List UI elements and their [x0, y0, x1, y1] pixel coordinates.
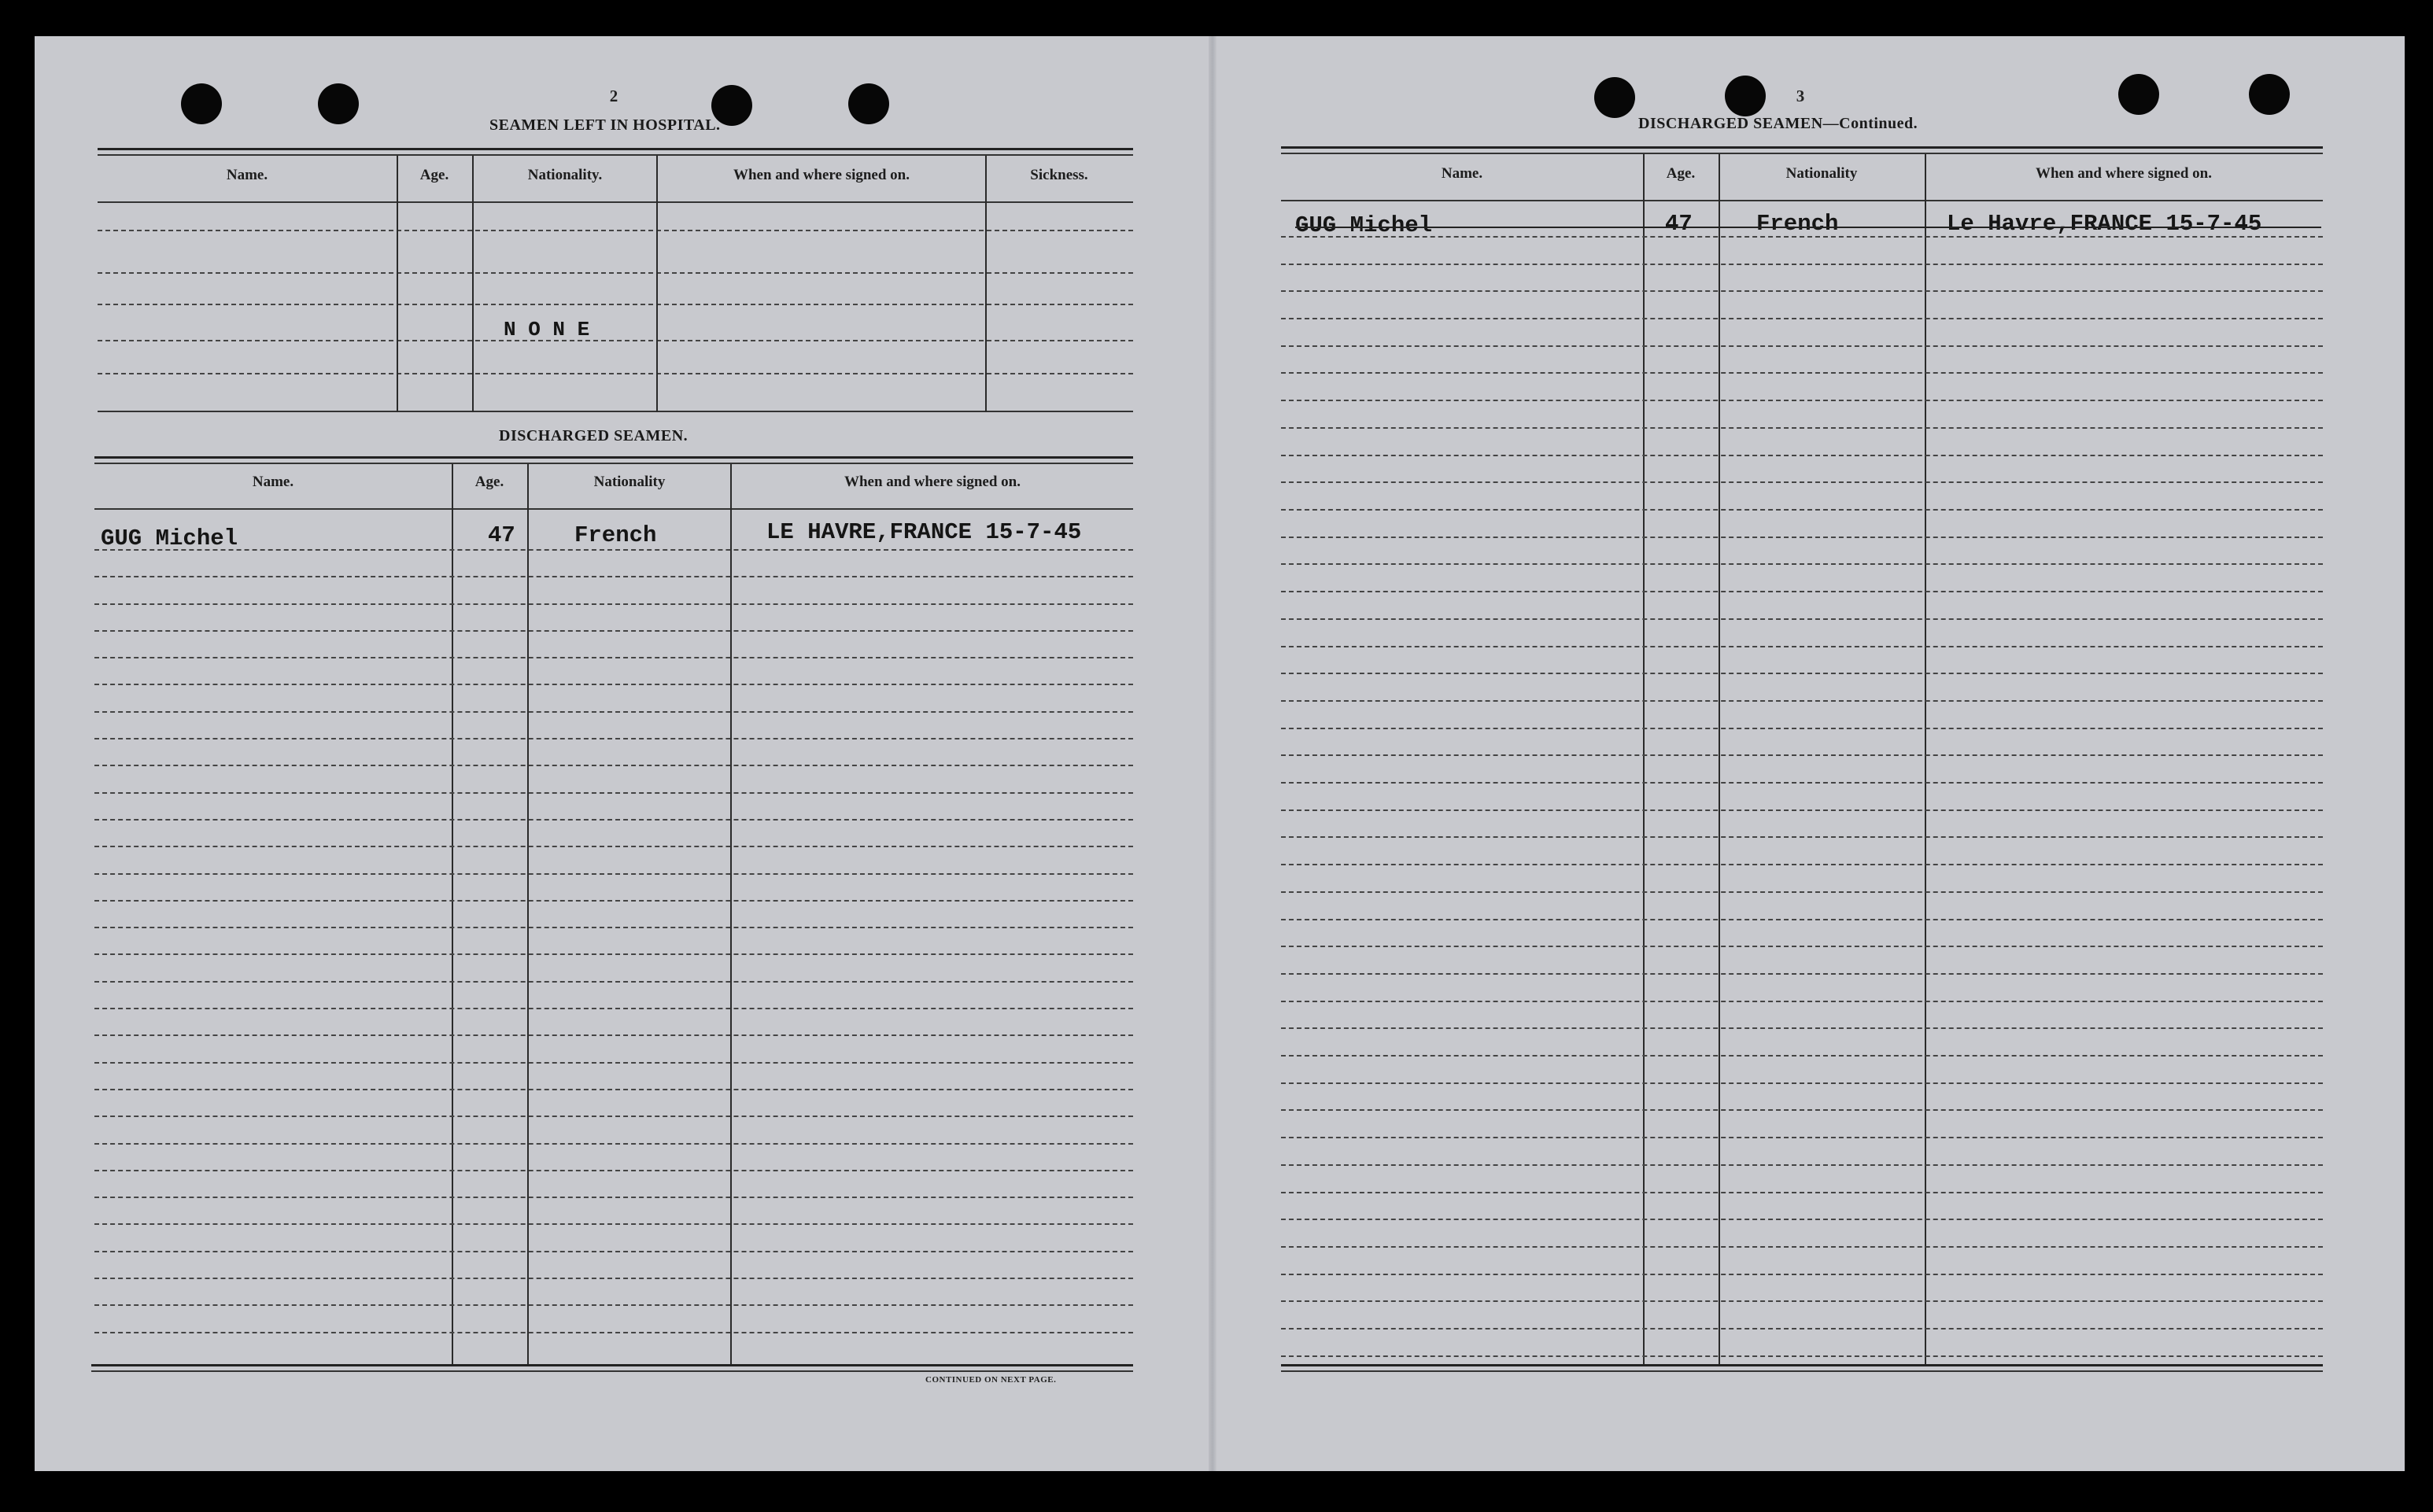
section-title-discharged-continued: DISCHARGED SEAMEN—Continued. — [1638, 115, 1918, 132]
column-rule — [527, 464, 529, 1364]
row-rule — [98, 411, 1133, 412]
row-rule — [1281, 646, 2323, 647]
table-top-rule — [1281, 146, 2323, 149]
row-rule — [1281, 563, 2323, 565]
row-name: GUG Michel — [1295, 212, 1433, 238]
row-rule — [94, 576, 1133, 577]
row-rule — [1281, 537, 2323, 538]
row-rule — [94, 549, 1133, 551]
header-rule — [1281, 200, 2323, 201]
punch-hole — [181, 83, 222, 124]
section-title-discharged: DISCHARGED SEAMEN. — [499, 427, 689, 444]
table-top-rule — [94, 463, 1133, 464]
row-rule — [94, 630, 1133, 632]
row-rule — [1281, 809, 2323, 811]
row-rule — [1281, 455, 2323, 456]
row-rule — [1281, 700, 2323, 702]
continued-note: CONTINUED ON NEXT PAGE. — [925, 1375, 1057, 1385]
row-rule — [98, 230, 1133, 231]
row-rule — [94, 711, 1133, 713]
col-header-signed-on: When and where signed on. — [2035, 165, 2212, 182]
row-rule — [1281, 754, 2323, 756]
row-rule — [94, 1223, 1133, 1225]
punch-hole — [318, 83, 359, 124]
row-rule — [1281, 290, 2323, 292]
row-rule — [94, 603, 1133, 605]
column-rule — [397, 156, 398, 412]
row-rule — [94, 1143, 1133, 1145]
row-rule — [98, 340, 1133, 341]
row-rule — [1281, 1246, 2323, 1248]
row-rule — [1281, 1055, 2323, 1057]
col-header-nationality: Nationality — [593, 474, 666, 490]
punch-hole — [848, 83, 889, 124]
row-rule — [1281, 427, 2323, 429]
row-rule — [94, 1304, 1133, 1306]
col-header-nationality: Nationality. — [527, 167, 603, 183]
page-number: 2 — [609, 87, 618, 105]
row-rule — [1281, 1274, 2323, 1275]
row-rule — [98, 304, 1133, 305]
row-rule — [94, 1034, 1133, 1036]
row-signed-on: LE HAVRE,FRANCE 15-7-45 — [766, 519, 1082, 545]
row-rule — [94, 738, 1133, 739]
hospital-entry-none: N O N E — [504, 318, 590, 341]
row-rule — [1281, 782, 2323, 784]
row-rule — [94, 792, 1133, 794]
row-rule — [1281, 1355, 2323, 1357]
col-header-name: Name. — [226, 167, 268, 183]
header-rule — [94, 508, 1133, 510]
row-rule — [1281, 864, 2323, 865]
row-rule — [1281, 973, 2323, 975]
row-rule — [94, 1332, 1133, 1333]
row-name: GUG Michel — [101, 526, 238, 551]
row-rule — [1281, 919, 2323, 920]
header-rule — [98, 201, 1133, 203]
row-rule — [1281, 1219, 2323, 1220]
document-sheet — [35, 36, 2405, 1471]
column-rule — [1643, 154, 1645, 1366]
row-rule — [94, 1170, 1133, 1171]
table-top-rule — [94, 456, 1133, 459]
row-rule — [1281, 345, 2323, 347]
row-rule — [1281, 728, 2323, 729]
row-rule — [1281, 318, 2323, 319]
row-nationality: French — [1756, 211, 1839, 237]
table-top-rule — [1281, 153, 2323, 154]
row-rule — [1281, 1137, 2323, 1138]
column-rule — [452, 464, 453, 1364]
punch-hole — [1594, 77, 1635, 118]
row-rule — [1281, 1082, 2323, 1084]
punch-hole — [2118, 74, 2159, 115]
row-rule — [94, 873, 1133, 875]
row-rule — [94, 684, 1133, 685]
row-rule — [94, 1278, 1133, 1279]
row-rule — [1281, 836, 2323, 838]
table-top-rule — [98, 154, 1133, 156]
row-rule — [94, 1116, 1133, 1117]
row-nationality: French — [574, 522, 657, 548]
col-header-age: Age. — [419, 167, 449, 183]
row-rule — [1281, 400, 2323, 401]
row-rule — [94, 846, 1133, 847]
row-rule — [1281, 1001, 2323, 1002]
row-rule — [98, 272, 1133, 274]
strike-through-line — [1295, 227, 2321, 228]
table-bottom-rule — [1281, 1364, 2323, 1366]
row-rule — [1281, 1328, 2323, 1329]
row-signed-on: Le Havre,FRANCE 15-7-45 — [1947, 211, 2262, 237]
row-age: 47 — [1665, 211, 1693, 237]
column-rule — [730, 464, 732, 1364]
col-header-nationality: Nationality — [1785, 165, 1858, 182]
row-rule — [1281, 1164, 2323, 1166]
punch-hole — [2249, 74, 2290, 115]
row-rule — [1281, 1027, 2323, 1029]
page-number: 3 — [1796, 87, 1805, 105]
row-rule — [1281, 481, 2323, 483]
row-rule — [94, 657, 1133, 658]
col-header-name: Name. — [252, 474, 294, 490]
col-header-sickness: Sickness. — [1030, 167, 1088, 183]
row-rule — [1281, 1192, 2323, 1193]
section-title-hospital: SEAMEN LEFT IN HOSPITAL. — [489, 116, 721, 134]
column-rule — [1925, 154, 1926, 1366]
row-rule — [94, 1089, 1133, 1090]
row-rule — [94, 927, 1133, 928]
row-rule — [94, 1062, 1133, 1064]
row-rule — [1281, 618, 2323, 620]
row-rule — [94, 1251, 1133, 1252]
row-rule — [94, 819, 1133, 821]
col-header-signed-on: When and where signed on. — [733, 167, 910, 183]
row-rule — [1281, 1300, 2323, 1302]
row-rule — [94, 900, 1133, 902]
punch-hole — [1725, 76, 1766, 116]
row-rule — [94, 1197, 1133, 1198]
col-header-name: Name. — [1441, 165, 1483, 182]
row-rule — [1281, 591, 2323, 592]
table-bottom-rule — [91, 1364, 1133, 1366]
row-rule — [94, 981, 1133, 983]
row-rule — [1281, 891, 2323, 893]
table-bottom-rule — [1281, 1370, 2323, 1372]
row-rule — [94, 1008, 1133, 1009]
row-rule — [1281, 946, 2323, 947]
row-rule — [1281, 1109, 2323, 1111]
row-rule — [94, 953, 1133, 955]
row-rule — [1281, 264, 2323, 265]
row-rule — [98, 373, 1133, 374]
column-rule — [985, 156, 987, 412]
row-rule — [1281, 372, 2323, 374]
column-rule — [472, 156, 474, 412]
column-rule — [1719, 154, 1720, 1366]
column-rule — [656, 156, 658, 412]
page-fold — [1209, 36, 1216, 1471]
col-header-age: Age. — [1666, 165, 1696, 182]
row-age: 47 — [488, 522, 515, 548]
row-rule — [94, 765, 1133, 766]
table-top-rule — [98, 148, 1133, 150]
col-header-age: Age. — [474, 474, 504, 490]
row-rule — [1281, 673, 2323, 674]
table-bottom-rule — [91, 1370, 1133, 1372]
col-header-signed-on: When and where signed on. — [844, 474, 1021, 490]
row-rule — [1281, 509, 2323, 511]
